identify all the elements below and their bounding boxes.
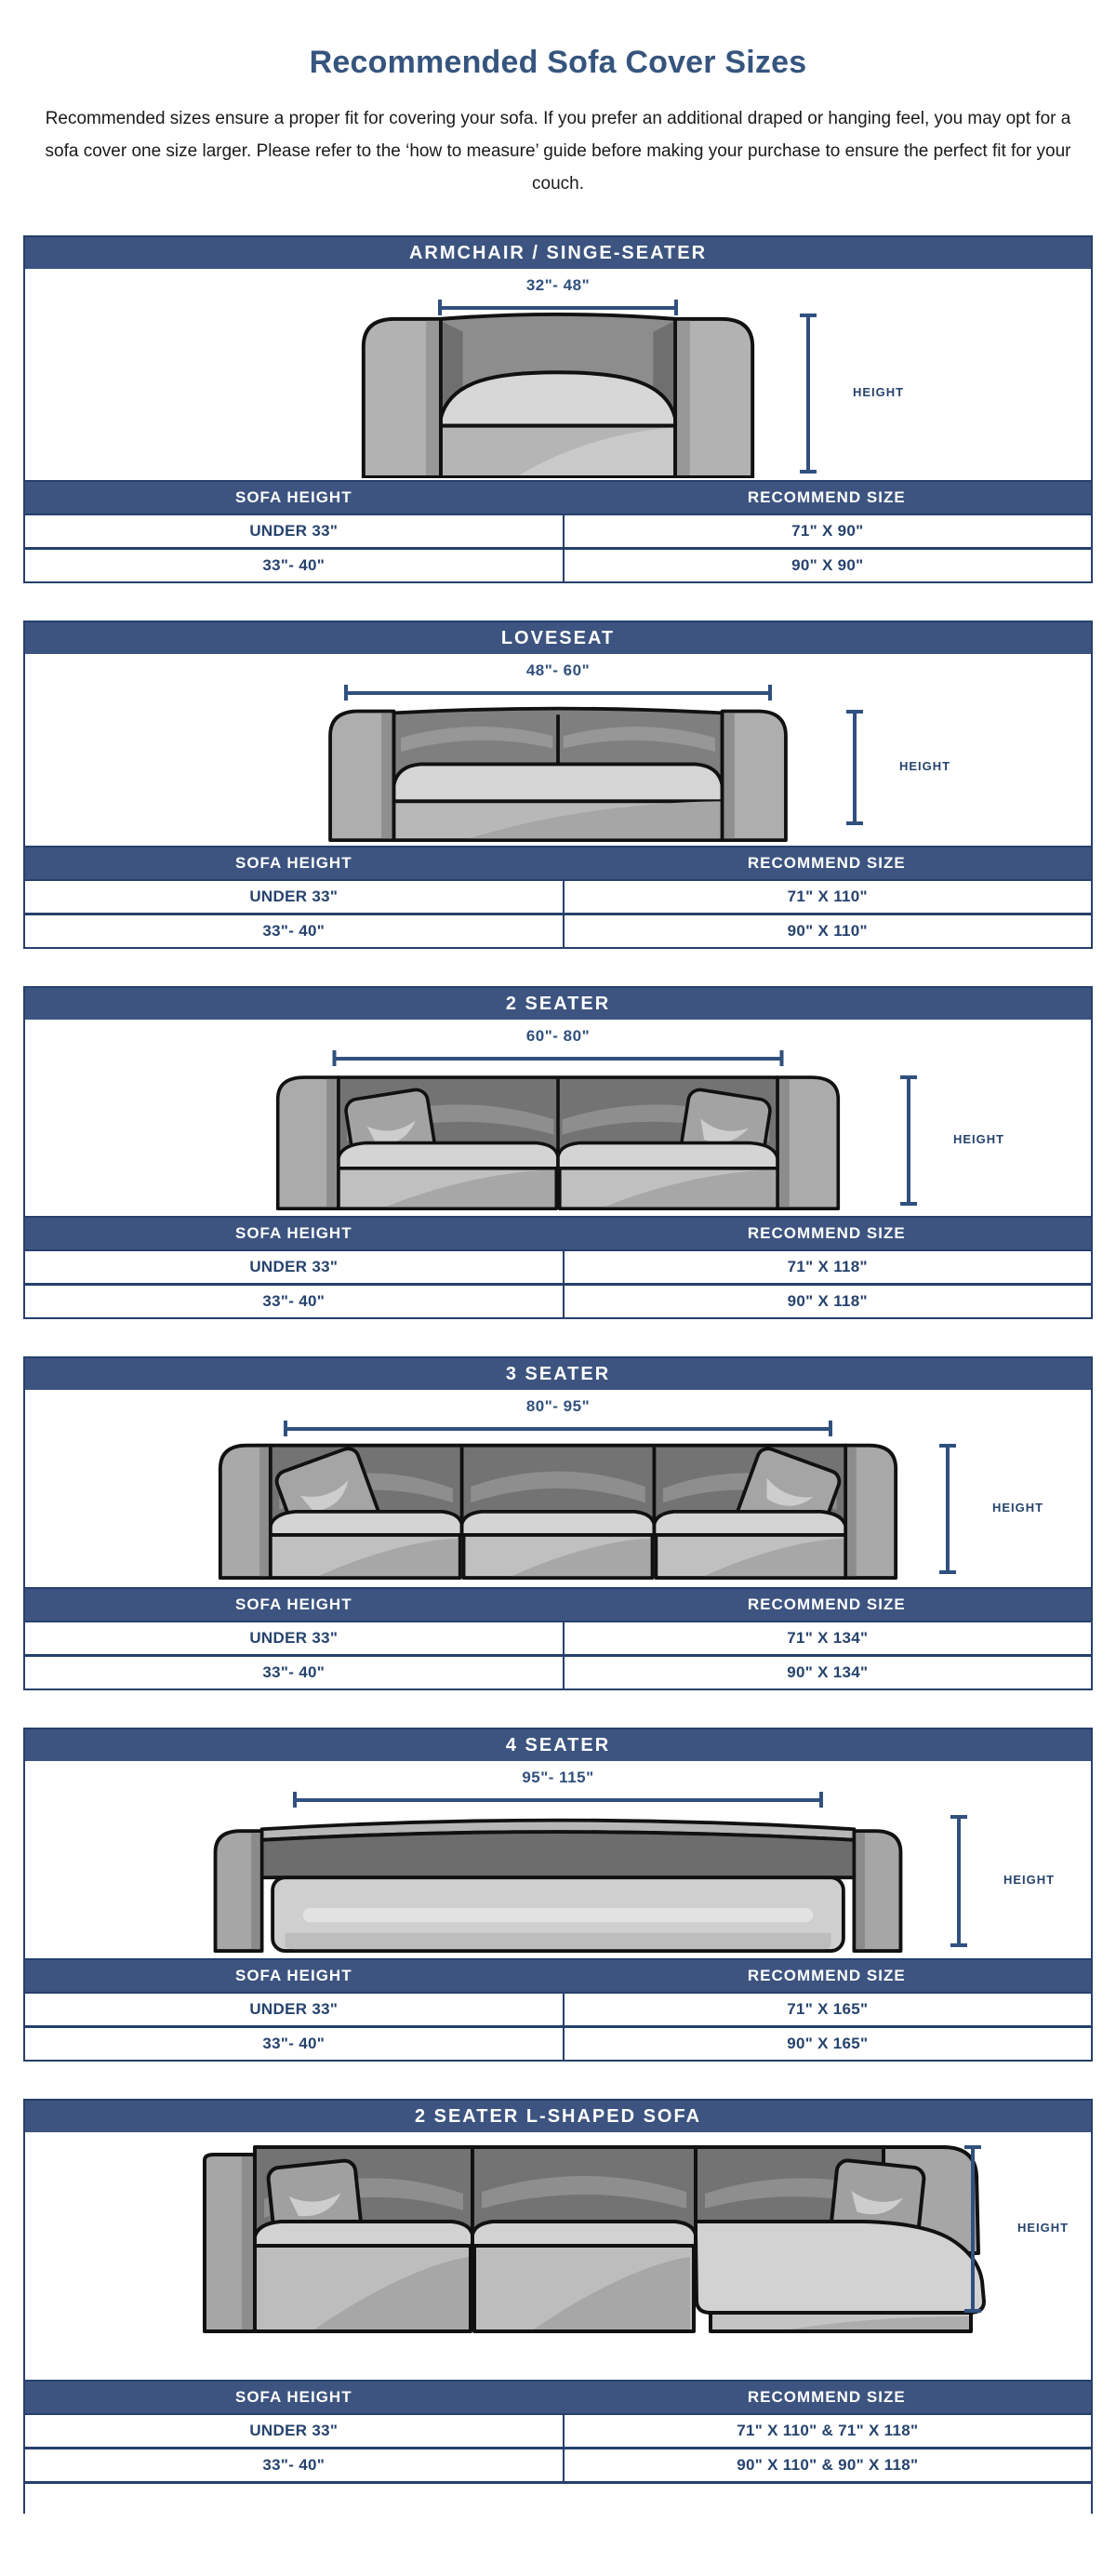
height-dimension-line xyxy=(853,710,857,825)
height-label: HEIGHT xyxy=(853,385,905,400)
table-row xyxy=(25,2415,1091,2447)
4-seater-diagram-area xyxy=(25,1761,1091,1958)
section-3-seater xyxy=(23,1356,1093,1690)
table-row xyxy=(25,2447,1091,2481)
sofa-height-value: 33"- 40" xyxy=(262,1663,326,1682)
section-l-shaped-sofa xyxy=(23,2099,1093,2514)
recommend-size-value: 90" X 110" xyxy=(563,915,1091,947)
table-row xyxy=(25,1283,1091,1317)
intro-paragraph: Recommended sizes ensure a proper fit for covering your sofa. If you prefer an additional draped or hanging feel, you may opt for a sofa cover one size larger. Please refer to the ‘how to measure’ guide before making your purchase to ensure the perfect fit for your couch. xyxy=(45,109,1071,194)
sofa-height-value: 33"- 40" xyxy=(262,556,326,575)
height-label: HEIGHT xyxy=(992,1501,1044,1515)
three-seater-illustration xyxy=(198,1438,919,1580)
empty-table-row xyxy=(25,2481,1091,2514)
l-shaped-size-table xyxy=(25,2380,1091,2514)
table-row xyxy=(25,547,1091,581)
loveseat-size-table xyxy=(25,846,1091,947)
section-2-seater-title: 2 SEATER xyxy=(25,988,1091,1020)
width-dimension-line xyxy=(344,685,772,701)
table-row xyxy=(25,1251,1091,1283)
sofa-height-value: 33"- 40" xyxy=(262,1292,326,1311)
table-row xyxy=(25,1622,1091,1654)
2-seater-size-table xyxy=(25,1216,1091,1317)
height-label: HEIGHT xyxy=(899,759,951,774)
sofa-height-value: 33"- 40" xyxy=(262,922,326,941)
section-armchair-title: ARMCHAIR / SINGE-SEATER xyxy=(25,237,1091,269)
sofa-height-value: 33"- 40" xyxy=(262,2456,326,2475)
height-dimension-line xyxy=(957,1815,961,1947)
height-label: HEIGHT xyxy=(953,1132,1005,1147)
3-seater-size-table xyxy=(25,1587,1091,1688)
table-row xyxy=(25,515,1091,547)
col-header-recommend-size: RECOMMEND SIZE xyxy=(747,488,906,507)
recommend-size-value: 90" X 90" xyxy=(563,550,1091,581)
height-dimension-line xyxy=(907,1075,910,1206)
width-dimension xyxy=(284,1397,832,1436)
loveseat-diagram-area xyxy=(25,654,1091,846)
3-seater-diagram-area xyxy=(25,1390,1091,1587)
col-header-sofa-height: SOFA HEIGHT xyxy=(234,488,352,507)
col-header-recommend-size: RECOMMEND SIZE xyxy=(747,1595,906,1614)
width-dimension-line xyxy=(333,1050,784,1066)
width-range-label: 32"- 48" xyxy=(525,276,591,295)
col-header-recommend-size: RECOMMEND SIZE xyxy=(747,2388,906,2407)
armchair-illustration xyxy=(349,308,767,478)
four-seater-illustration xyxy=(191,1811,925,1953)
recommend-size-value: 90" X 110" & 90" X 118" xyxy=(563,2449,1091,2481)
col-header-recommend-size: RECOMMEND SIZE xyxy=(747,854,906,873)
two-seater-illustration xyxy=(238,1069,878,1210)
height-dimension-line xyxy=(806,314,810,474)
width-dimension xyxy=(333,1027,784,1066)
sofa-height-value: UNDER 33" xyxy=(249,2422,339,2440)
sofa-height-value: UNDER 33" xyxy=(249,522,339,541)
col-header-sofa-height: SOFA HEIGHT xyxy=(234,1595,352,1614)
section-2-seater xyxy=(23,986,1093,1319)
table-row xyxy=(25,2025,1091,2060)
table-row xyxy=(25,913,1091,947)
l-shaped-diagram-area xyxy=(25,2132,1091,2380)
section-3-seater-title: 3 SEATER xyxy=(25,1358,1091,1390)
table-row xyxy=(25,1994,1091,2025)
4-seater-size-table xyxy=(25,1958,1091,2060)
section-loveseat xyxy=(23,621,1093,949)
col-header-sofa-height: SOFA HEIGHT xyxy=(234,1967,352,1985)
width-range-label: 48"- 60" xyxy=(525,661,591,680)
recommend-size-value: 71" X 118" xyxy=(563,1251,1091,1283)
width-range-label: 95"- 115" xyxy=(522,1768,594,1787)
width-dimension-line xyxy=(284,1421,832,1436)
recommend-size-value: 71" X 110" xyxy=(563,881,1091,913)
width-range-label: 80"- 95" xyxy=(525,1397,591,1416)
table-row xyxy=(25,1654,1091,1688)
col-header-sofa-height: SOFA HEIGHT xyxy=(234,1224,352,1243)
recommend-size-value: 71" X 165" xyxy=(563,1994,1091,2025)
col-header-recommend-size: RECOMMEND SIZE xyxy=(747,1224,906,1243)
recommend-size-value: 90" X 165" xyxy=(563,2028,1091,2060)
section-armchair xyxy=(23,235,1093,583)
loveseat-illustration xyxy=(310,702,807,842)
page-title: Recommended Sofa Cover Sizes xyxy=(309,45,807,80)
width-dimension xyxy=(344,661,772,701)
sofa-height-value: UNDER 33" xyxy=(249,1629,339,1648)
col-header-sofa-height: SOFA HEIGHT xyxy=(234,854,352,873)
section-loveseat-title: LOVESEAT xyxy=(25,622,1091,654)
width-range-label: 60"- 80" xyxy=(525,1027,591,1046)
height-dimension-line xyxy=(946,1444,950,1574)
sofa-height-value: UNDER 33" xyxy=(249,2000,339,2019)
col-header-sofa-height: SOFA HEIGHT xyxy=(234,2388,352,2407)
height-dimension-line xyxy=(971,2145,975,2313)
recommend-size-value: 71" X 134" xyxy=(563,1622,1091,1654)
sofa-height-value: UNDER 33" xyxy=(249,888,339,906)
recommend-size-value: 71" X 90" xyxy=(563,515,1091,547)
sofa-height-value: 33"- 40" xyxy=(262,2035,326,2053)
height-label: HEIGHT xyxy=(1017,2221,1070,2236)
2-seater-diagram-area xyxy=(25,1020,1091,1216)
width-dimension-line xyxy=(293,1792,823,1808)
section-l-shaped-title: 2 SEATER L-SHAPED SOFA xyxy=(25,2101,1091,2132)
table-row xyxy=(25,881,1091,913)
sofa-height-value: UNDER 33" xyxy=(249,1258,339,1276)
width-dimension xyxy=(293,1768,823,1808)
recommend-size-value: 90" X 134" xyxy=(563,1657,1091,1688)
section-4-seater-title: 4 SEATER xyxy=(25,1729,1091,1761)
col-header-recommend-size: RECOMMEND SIZE xyxy=(747,1967,906,1985)
height-label: HEIGHT xyxy=(1003,1873,1056,1888)
recommend-size-value: 71" X 110" & 71" X 118" xyxy=(563,2415,1091,2447)
recommend-size-value: 90" X 118" xyxy=(563,1286,1091,1317)
armchair-diagram-area xyxy=(25,269,1091,480)
section-4-seater xyxy=(23,1728,1093,2062)
l-shaped-sofa-illustration xyxy=(193,2142,997,2335)
armchair-size-table xyxy=(25,480,1091,581)
